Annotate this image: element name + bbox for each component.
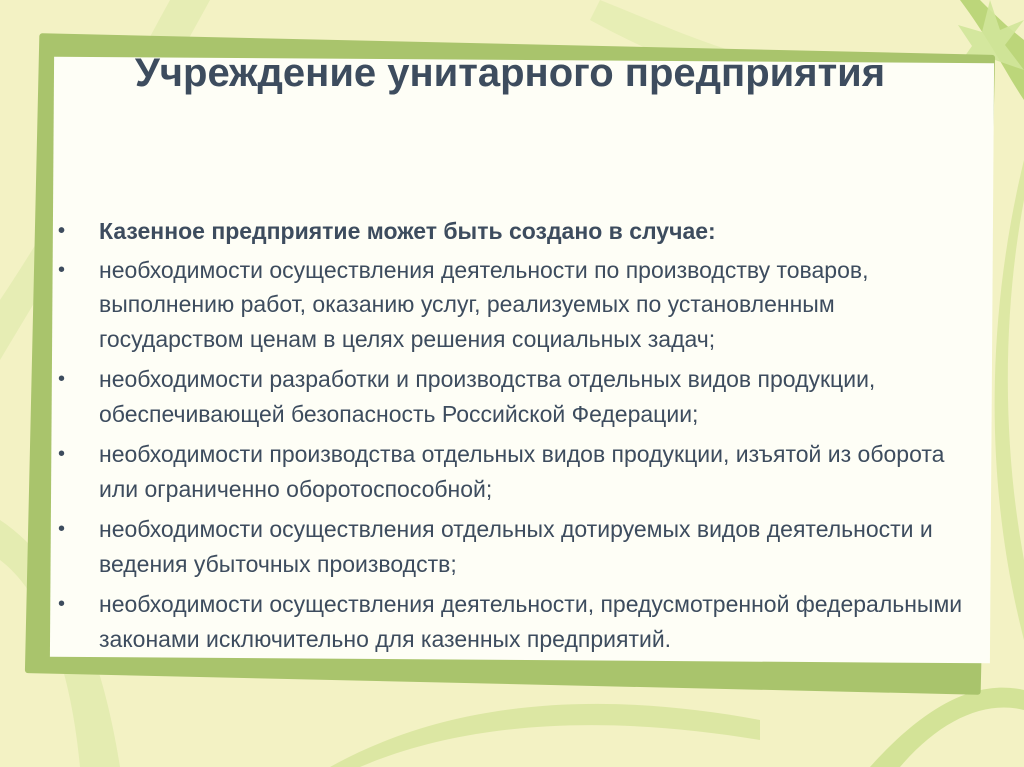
bullet-text: необходимости осуществления отдельных дотируемых видов деятельности и ведения убыточных производств; bbox=[99, 516, 933, 577]
bullet-icon: • bbox=[58, 443, 66, 465]
bullet-item bbox=[56, 512, 966, 581]
bullet-icon: • bbox=[58, 593, 66, 615]
bullet-text: необходимости осуществления деятельности, предусмотренной федеральными законами исключительно для казенных предприятий. bbox=[99, 591, 963, 652]
bullet-icon: • bbox=[58, 220, 66, 242]
bullet-item bbox=[56, 214, 966, 249]
bullet-item bbox=[56, 362, 966, 431]
bullet-text: Казенное предприятие может быть создано в случае: bbox=[99, 218, 716, 244]
bullet-text: необходимости осуществления деятельности по производству товаров, выполнению работ, оказанию услуг, реализуемых по установленным государством ценам в целях решения социальных задач; bbox=[99, 256, 869, 352]
bullet-icon: • bbox=[58, 368, 66, 390]
bullet-icon: • bbox=[58, 258, 66, 281]
bullet-list bbox=[56, 214, 966, 662]
bullet-text: необходимости производства отдельных видов продукции, изъятой из оборота или ограниченно оборотоспособной; bbox=[99, 441, 945, 502]
bullet-item bbox=[56, 587, 966, 656]
slide-title: Учреждение унитарного предприятия bbox=[134, 51, 886, 95]
bullet-item bbox=[56, 437, 966, 506]
bullet-item bbox=[56, 253, 966, 357]
bullet-text: необходимости разработки и производства отдельных видов продукции, обеспечивающей безопасность Российской Федерации; bbox=[99, 366, 876, 427]
bullet-icon: • bbox=[58, 518, 66, 540]
